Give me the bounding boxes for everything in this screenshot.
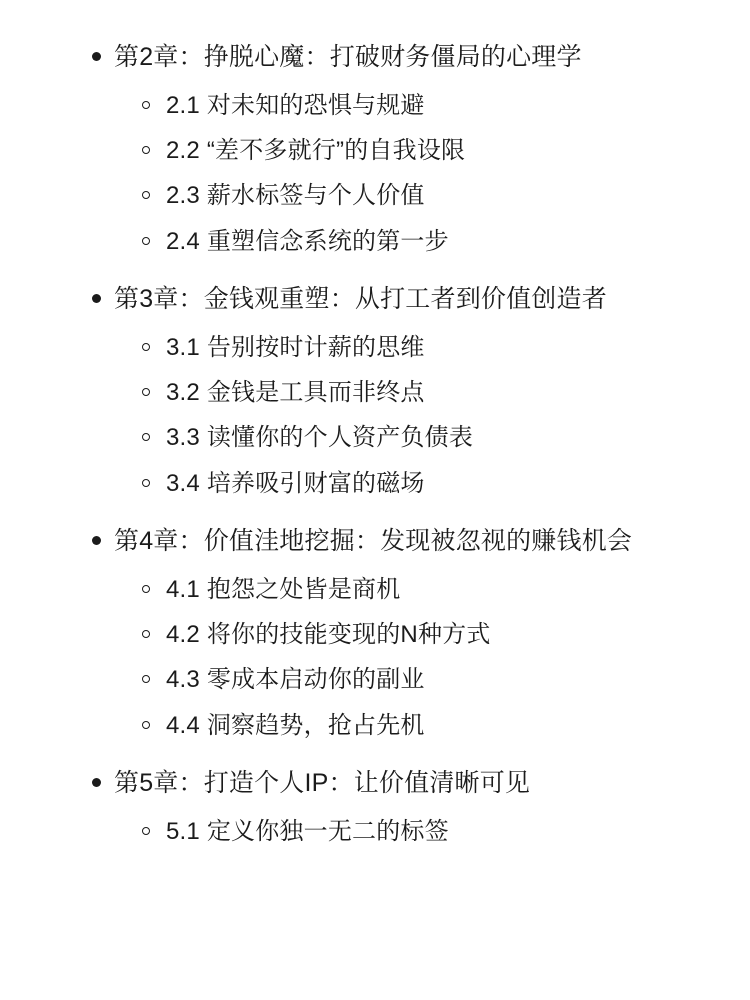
disc-bullet-icon (92, 52, 101, 61)
chapter-item (46, 40, 704, 258)
circle-bullet-icon (142, 388, 150, 396)
section-item (114, 332, 704, 364)
section-title: 2.4 重塑信念系统的第一步 (166, 227, 449, 255)
chapter-title: 第2章：挣脱心魔：打破财务僵局的心理学 (114, 43, 582, 71)
circle-bullet-icon (142, 101, 150, 109)
section-item (114, 180, 704, 212)
section-title: 2.1 对未知的恐惧与规避 (166, 91, 425, 119)
section-title: 4.2 将你的技能变现的N种方式 (166, 621, 491, 649)
section-title: 3.1 告别按时计薪的思维 (166, 333, 425, 361)
section-list (114, 574, 704, 743)
section-title: 4.1 抱怨之处皆是商机 (166, 575, 401, 603)
circle-bullet-icon (142, 585, 150, 593)
disc-bullet-icon (92, 294, 101, 303)
section-item (114, 422, 704, 454)
section-item (114, 574, 704, 606)
section-item (114, 619, 704, 651)
section-title: 2.2 “差不多就行”的自我设限 (166, 136, 466, 164)
circle-bullet-icon (142, 237, 150, 245)
section-item (114, 664, 704, 696)
circle-bullet-icon (142, 630, 150, 638)
section-list (114, 90, 704, 259)
chapter-title: 第3章：金钱观重塑：从打工者到价值创造者 (114, 285, 607, 314)
chapter-title: 第4章：价值洼地挖掘：发现被忽视的赚钱机会 (114, 527, 633, 556)
section-item (114, 90, 704, 122)
circle-bullet-icon (142, 343, 150, 351)
section-item (114, 816, 704, 848)
section-item (114, 135, 704, 167)
chapter-title: 第5章：打造个人IP：让价值清晰可见 (114, 769, 531, 798)
section-item (114, 377, 704, 409)
section-item (114, 468, 704, 500)
circle-bullet-icon (142, 433, 150, 441)
section-title: 4.3 零成本启动你的副业 (166, 666, 425, 694)
circle-bullet-icon (142, 675, 150, 683)
section-list (114, 816, 704, 848)
section-title: 4.4 洞察趋势，抢占先机 (166, 711, 425, 739)
section-list (114, 332, 704, 501)
chapter-item (46, 524, 704, 742)
circle-bullet-icon (142, 191, 150, 199)
disc-bullet-icon (92, 778, 101, 787)
section-item (114, 710, 704, 742)
section-item (114, 226, 704, 258)
section-title: 3.2 金钱是工具而非终点 (166, 378, 425, 406)
chapter-item (46, 282, 704, 500)
disc-bullet-icon (92, 536, 101, 545)
circle-bullet-icon (142, 827, 150, 835)
section-title: 3.3 读懂你的个人资产负债表 (166, 424, 474, 452)
circle-bullet-icon (142, 721, 150, 729)
section-title: 5.1 定义你独一无二的标签 (166, 817, 449, 845)
chapter-item (46, 766, 704, 848)
circle-bullet-icon (142, 479, 150, 487)
table-of-contents (46, 40, 704, 848)
section-title: 3.4 培养吸引财富的磁场 (166, 469, 425, 497)
section-title: 2.3 薪水标签与个人价值 (166, 182, 425, 210)
circle-bullet-icon (142, 146, 150, 154)
